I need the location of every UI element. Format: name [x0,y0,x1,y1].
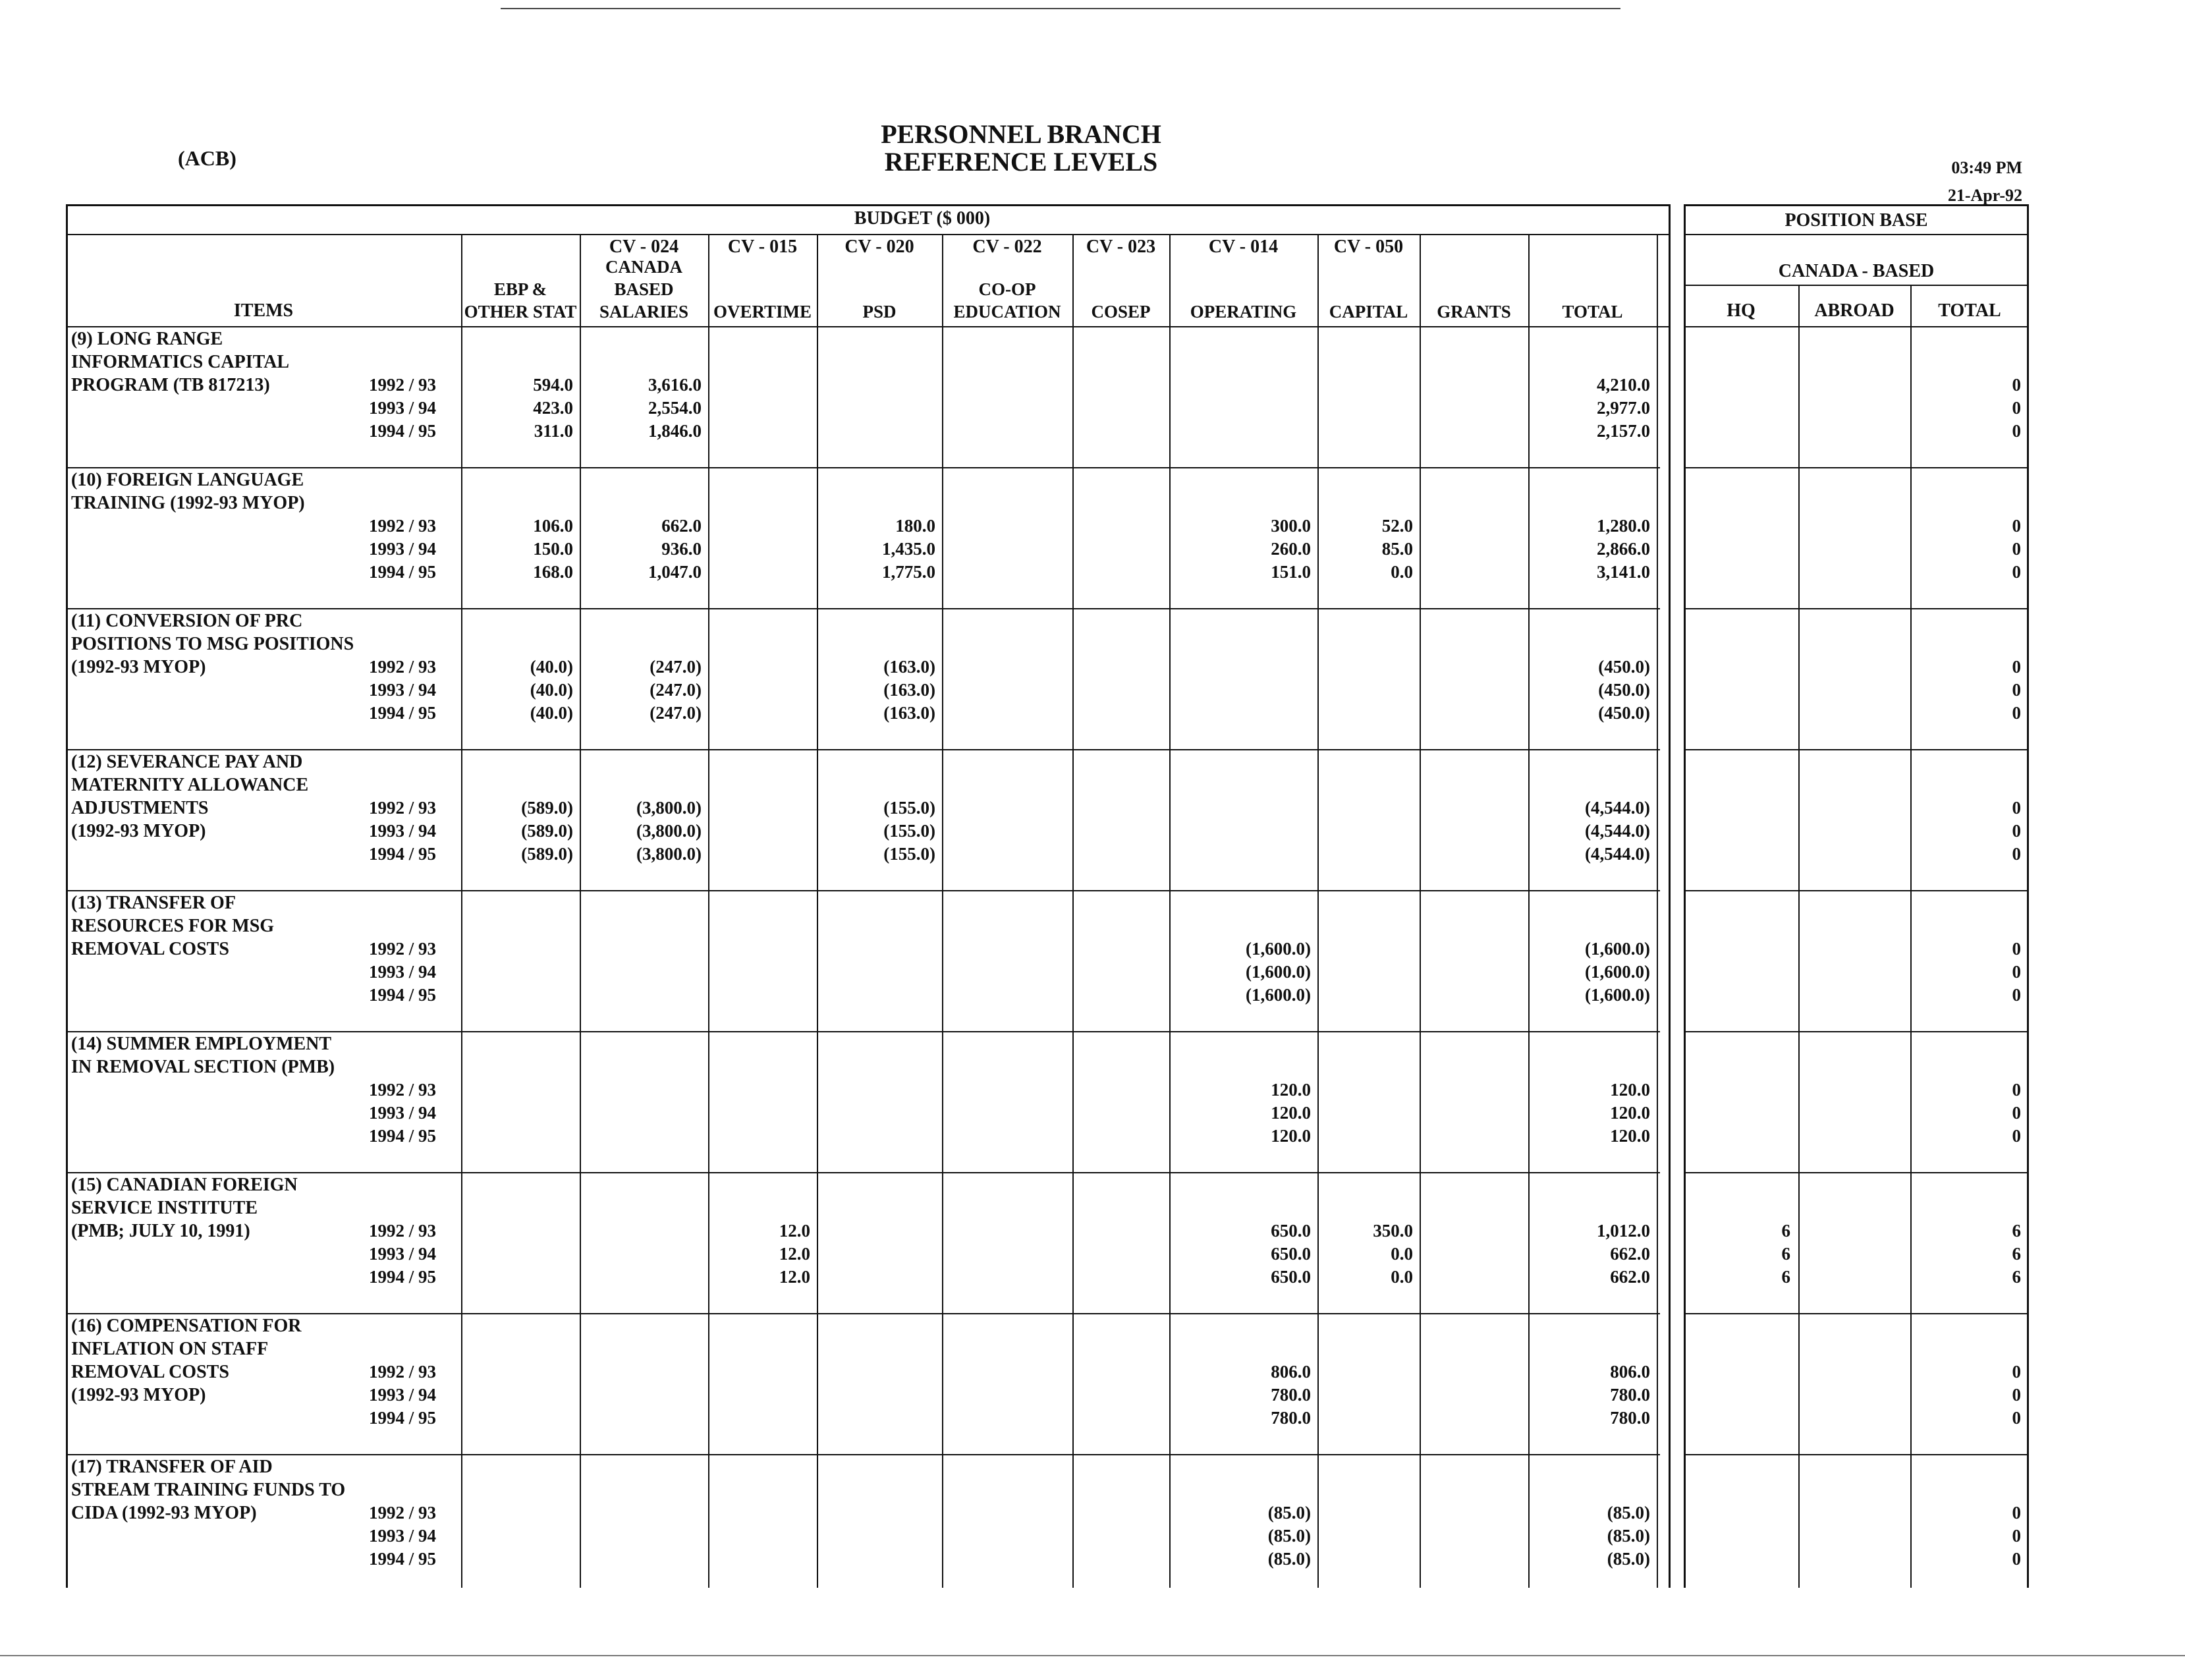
budget-cell: 168.0 [533,562,573,582]
item-title-line: STREAM TRAINING FUNDS TO [71,1480,346,1500]
position-item-separator [1684,749,2029,750]
budget-cell: 3,141.0 [1597,562,1650,582]
position-cell: 0 [2012,798,2021,818]
canada-based-rule [1684,285,2029,286]
column-divider [1072,234,1074,1588]
fiscal-year: 1994 / 95 [369,1267,437,1287]
budget-cell: (85.0) [1607,1549,1650,1569]
position-cell: 0 [2012,562,2021,582]
column-code: CV - 014 [1208,237,1279,257]
column-header: GRANTS [1437,302,1511,322]
budget-cell: 1,280.0 [1597,516,1650,536]
fiscal-year: 1992 / 93 [369,1503,437,1523]
fiscal-year: 1994 / 95 [369,1549,437,1569]
budget-cell: 1,846.0 [648,421,702,441]
budget-cell: (3,800.0) [636,844,702,864]
budget-cell: (1,600.0) [1246,985,1311,1005]
position-cell: 0 [2012,821,2021,841]
budget-cell: 662.0 [661,516,702,536]
column-code: CV - 050 [1333,237,1404,257]
position-cell: 0 [2012,962,2021,982]
item-title-line: (10) FOREIGN LANGUAGE [71,470,304,490]
fiscal-year: 1993 / 94 [369,539,437,559]
item-title-line: (12) SEVERANCE PAY AND [71,752,303,772]
budget-cell: 1,047.0 [648,562,702,582]
budget-cell: 120.0 [1271,1080,1311,1100]
budget-cell: 2,157.0 [1597,421,1650,441]
item-title-line: ADJUSTMENTS [71,798,209,818]
column-divider [817,234,818,1588]
position-item-separator [1684,467,2029,468]
scan-line-top [501,8,1620,9]
budget-cell: (247.0) [650,703,702,723]
item-title-line: REMOVAL COSTS [71,1362,229,1382]
item-title-line: IN REMOVAL SECTION (PMB) [71,1057,335,1077]
position-cell: 6 [2012,1267,2021,1287]
item-title-line: (9) LONG RANGE [71,329,223,349]
budget-cell: (450.0) [1598,657,1650,677]
position-cell: 6 [1781,1267,1790,1287]
position-cell: 0 [2012,985,2021,1005]
budget-cell: (4,544.0) [1585,798,1650,818]
budget-cell: (163.0) [883,680,935,700]
budget-cell: 1,775.0 [882,562,935,582]
position-item-separator [1684,1313,2029,1314]
item-title-line: CIDA (1992-93 MYOP) [71,1503,257,1523]
position-cell: 0 [2012,1080,2021,1100]
column-code: CV - 020 [844,237,914,257]
budget-cell: (85.0) [1267,1549,1311,1569]
budget-cell: 662.0 [1610,1267,1650,1287]
budget-cell: 650.0 [1271,1244,1311,1264]
column-divider [942,234,943,1588]
budget-banner-rule [66,234,1671,235]
item-title-line: (16) COMPENSATION FOR [71,1316,302,1336]
position-banner: POSITION BASE [1784,210,1928,231]
fiscal-year: 1994 / 95 [369,421,437,441]
fiscal-year: 1994 / 95 [369,985,437,1005]
budget-cell: (163.0) [883,703,935,723]
budget-cell: (589.0) [521,844,573,864]
budget-cell: 120.0 [1610,1103,1650,1123]
budget-cell: 650.0 [1271,1267,1311,1287]
budget-cell: (3,800.0) [636,821,702,841]
item-title-line: INFLATION ON STAFF [71,1339,269,1359]
budget-cell: (85.0) [1267,1503,1311,1523]
budget-cell: 150.0 [533,539,573,559]
budget-cell: 806.0 [1271,1362,1311,1382]
budget-banner: BUDGET ($ 000) [854,208,991,229]
budget-cell: 780.0 [1610,1408,1650,1428]
budget-cell: 12.0 [779,1221,810,1241]
fiscal-year: 1992 / 93 [369,516,437,536]
budget-cell: 120.0 [1271,1103,1311,1123]
budget-cell: (247.0) [650,680,702,700]
item-title-line: (17) TRANSFER OF AID [71,1457,273,1477]
column-divider [1317,234,1319,1588]
page-title-line1: PERSONNEL BRANCH [881,119,1161,149]
budget-cell: (155.0) [883,821,935,841]
item-title-line: POSITIONS TO MSG POSITIONS [71,634,354,654]
fiscal-year: 1993 / 94 [369,821,437,841]
item-title-line: MATERNITY ALLOWANCE [71,775,309,795]
budget-cell: 12.0 [779,1244,810,1264]
budget-cell: 12.0 [779,1267,810,1287]
column-divider [708,234,709,1588]
fiscal-year: 1992 / 93 [369,798,437,818]
budget-cell: (589.0) [521,798,573,818]
item-title-line: REMOVAL COSTS [71,939,229,959]
budget-cell: (450.0) [1598,703,1650,723]
position-item-separator [1684,890,2029,891]
position-cell: 6 [1781,1244,1790,1264]
report-date: 21-Apr-92 [1947,186,2022,205]
item-title-line: (1992-93 MYOP) [71,1385,206,1405]
position-cell: 0 [2012,1526,2021,1546]
position-cell: 0 [2012,398,2021,418]
budget-cell: 120.0 [1610,1080,1650,1100]
fiscal-year: 1992 / 93 [369,1080,437,1100]
fiscal-year: 1992 / 93 [369,657,437,677]
budget-cell: (163.0) [883,657,935,677]
budget-cell: 0.0 [1391,562,1413,582]
budget-cell: 936.0 [661,539,702,559]
budget-cell: (40.0) [530,703,573,723]
budget-cell: 650.0 [1271,1221,1311,1241]
budget-cell: 1,435.0 [882,539,935,559]
column-code: CV - 022 [972,237,1042,257]
budget-cell: 85.0 [1381,539,1413,559]
position-cell: 0 [2012,1549,2021,1569]
column-header: COSEP [1091,302,1151,322]
budget-cell: (4,544.0) [1585,844,1650,864]
position-item-separator [1684,1031,2029,1032]
budget-cell: (247.0) [650,657,702,677]
item-title-line: (1992-93 MYOP) [71,657,206,677]
budget-cell: (1,600.0) [1585,939,1650,959]
budget-cell: 311.0 [534,421,573,441]
budget-cell: 106.0 [533,516,573,536]
fiscal-year: 1992 / 93 [369,1362,437,1382]
column-header: OPERATING [1190,302,1297,322]
position-cell: 0 [2012,1503,2021,1523]
budget-cell: 52.0 [1381,516,1413,536]
position-cell: 0 [2012,1408,2021,1428]
position-cell: 0 [2012,516,2021,536]
budget-cell: 662.0 [1610,1244,1650,1264]
budget-cell: 260.0 [1271,539,1311,559]
budget-cell: (450.0) [1598,680,1650,700]
position-cell: 0 [2012,1103,2021,1123]
position-item-separator [1684,608,2029,609]
budget-cell: 780.0 [1271,1408,1311,1428]
budget-cell: 2,554.0 [648,398,702,418]
budget-cell: 120.0 [1271,1126,1311,1146]
position-cell: 6 [1781,1221,1790,1241]
position-cell: 0 [2012,703,2021,723]
fiscal-year: 1993 / 94 [369,1526,437,1546]
column-header: CANADA BASED SALARIES [599,257,689,322]
position-column-header: HQ [1727,300,1756,321]
budget-cell: (1,600.0) [1585,985,1650,1005]
fiscal-year: 1993 / 94 [369,680,437,700]
budget-cell: 423.0 [533,398,573,418]
item-title-line: PROGRAM (TB 817213) [71,375,270,395]
column-header: OVERTIME [713,302,812,322]
position-cell: 0 [2012,421,2021,441]
position-cell: 0 [2012,939,2021,959]
column-header: CO-OP EDUCATION [953,279,1061,322]
budget-cell: 300.0 [1271,516,1311,536]
column-header: CAPITAL [1329,302,1408,322]
budget-cell: 806.0 [1610,1362,1650,1382]
budget-cell: 350.0 [1373,1221,1413,1241]
budget-cell: 780.0 [1610,1385,1650,1405]
position-item-separator [1684,1172,2029,1173]
column-code: CV - 024 [609,237,679,257]
budget-cell: 2,866.0 [1597,539,1650,559]
fiscal-year: 1994 / 95 [369,1126,437,1146]
item-title-line: INFORMATICS CAPITAL [71,352,290,372]
fiscal-year: 1993 / 94 [369,1244,437,1264]
budget-cell: 1,012.0 [1597,1221,1650,1241]
column-code: CV - 015 [727,237,798,257]
page-title-line2: REFERENCE LEVELS [884,147,1158,177]
item-title-line: SERVICE INSTITUTE [71,1198,258,1218]
position-cell: 0 [2012,1126,2021,1146]
budget-cell: (1,600.0) [1246,939,1311,959]
position-cell: 0 [2012,1385,2021,1405]
budget-cell: 780.0 [1271,1385,1311,1405]
budget-cell: (85.0) [1607,1503,1650,1523]
position-cell: 0 [2012,680,2021,700]
report-time: 03:49 PM [1951,158,2022,177]
budget-cell: (155.0) [883,844,935,864]
position-cell: 0 [2012,539,2021,559]
budget-cell: 0.0 [1391,1244,1413,1264]
position-cell: 6 [2012,1244,2021,1264]
fiscal-year: 1994 / 95 [369,1408,437,1428]
fiscal-year: 1992 / 93 [369,375,437,395]
budget-cell: 180.0 [895,516,935,536]
position-cell: 0 [2012,844,2021,864]
fiscal-year: 1994 / 95 [369,562,437,582]
position-item-separator [1684,1454,2029,1455]
item-title-line: (PMB; JULY 10, 1991) [71,1221,250,1241]
budget-cell: (589.0) [521,821,573,841]
budget-cell: 151.0 [1271,562,1311,582]
fiscal-year: 1993 / 94 [369,962,437,982]
budget-cell: 4,210.0 [1597,375,1650,395]
budget-cell: 2,977.0 [1597,398,1650,418]
fiscal-year: 1993 / 94 [369,1103,437,1123]
column-code: CV - 023 [1086,237,1156,257]
budget-cell: (1,600.0) [1585,962,1650,982]
column-header: TOTAL [1562,302,1623,322]
budget-cell: 120.0 [1610,1126,1650,1146]
canada-based-label: CANADA - BASED [1778,261,1935,281]
fiscal-year: 1992 / 93 [369,939,437,959]
item-title-line: (11) CONVERSION OF PRC [71,611,303,631]
budget-cell: (155.0) [883,798,935,818]
budget-cell: (85.0) [1607,1526,1650,1546]
column-divider [1657,234,1658,1588]
budget-cell: (3,800.0) [636,798,702,818]
position-header-bottom-rule [1684,326,2029,327]
budget-cell: (4,544.0) [1585,821,1650,841]
column-divider [1420,234,1421,1588]
position-column-header: TOTAL [1938,300,2001,321]
budget-cell: 594.0 [533,375,573,395]
position-cell: 0 [2012,657,2021,677]
budget-cell: (85.0) [1267,1526,1311,1546]
column-header: PSD [862,302,897,322]
position-column-header: ABROAD [1814,300,1895,321]
item-title-line: (15) CANADIAN FOREIGN [71,1175,298,1195]
branch-code: (ACB) [178,146,236,170]
items-header: ITEMS [233,300,294,321]
position-banner-rule [1684,234,2029,235]
position-cell: 6 [2012,1221,2021,1241]
budget-cell: 3,616.0 [648,375,702,395]
column-header: EBP & OTHER STAT [464,279,577,322]
fiscal-year: 1993 / 94 [369,398,437,418]
scan-line-bottom [0,1655,2185,1656]
budget-cell: (1,600.0) [1246,962,1311,982]
budget-cell: (40.0) [530,680,573,700]
budget-cell: 0.0 [1391,1267,1413,1287]
fiscal-year: 1992 / 93 [369,1221,437,1241]
fiscal-year: 1993 / 94 [369,1385,437,1405]
item-title-line: (14) SUMMER EMPLOYMENT [71,1034,332,1054]
position-divider [1798,285,1800,1588]
position-cell: 0 [2012,1362,2021,1382]
fiscal-year: 1994 / 95 [369,703,437,723]
item-title-line: (13) TRANSFER OF [71,893,236,913]
item-title-line: TRAINING (1992-93 MYOP) [71,493,305,513]
item-title-line: RESOURCES FOR MSG [71,916,275,936]
position-cell: 0 [2012,375,2021,395]
fiscal-year: 1994 / 95 [369,844,437,864]
budget-cell: (40.0) [530,657,573,677]
item-title-line: (1992-93 MYOP) [71,821,206,841]
